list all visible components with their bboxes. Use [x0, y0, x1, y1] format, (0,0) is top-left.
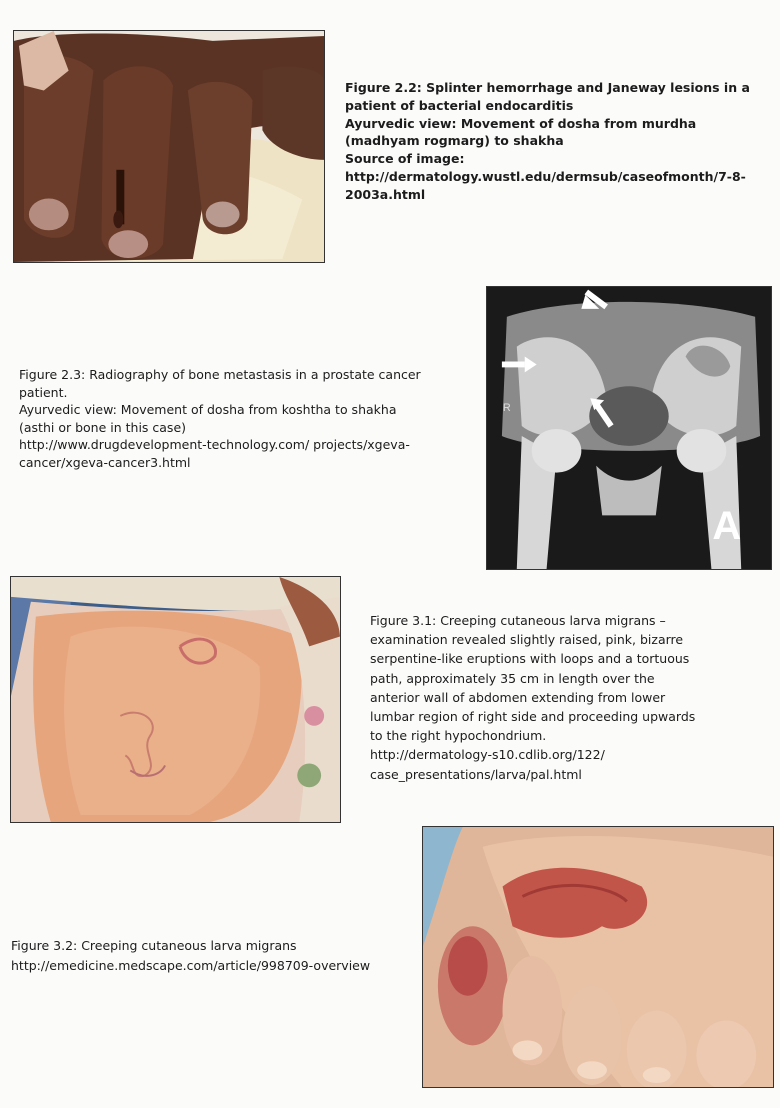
- caption-link[interactable]: http://dermatology.wustl.edu/dermsub/caseofmonth/7-8-: [345, 168, 746, 184]
- caption-figure-2-2: [345, 79, 750, 204]
- caption-line: serpentine-like eruptions with loops and a tortuous: [370, 651, 690, 667]
- caption-figure-3-2: [11, 936, 370, 976]
- caption-line: to the right hypochondrium.: [370, 728, 547, 744]
- xray-panel-letter: A: [712, 504, 742, 549]
- caption-line: patient.: [19, 384, 68, 400]
- caption-line: (madhyam rogmarg) to shakha: [345, 133, 564, 149]
- photo-foot-larva-migrans: [422, 826, 774, 1088]
- caption-line: lumbar region of right side and proceeding upwards: [370, 709, 696, 725]
- caption-line: Source of image:: [345, 151, 465, 167]
- caption-line: Ayurvedic view: Movement of dosha from murdha: [345, 115, 697, 131]
- caption-link[interactable]: http://www.drugdevelopment-technology.com/ projects/xgeva-: [19, 437, 410, 452]
- caption-line: examination revealed slightly raised, pink, bizarre: [370, 632, 684, 648]
- caption-line: path, approximately 35 cm in length over the: [370, 670, 655, 686]
- caption-line: Figure 3.2: Creeping cutaneous larva migrans: [11, 938, 297, 953]
- caption-figure-3-1: [370, 611, 695, 784]
- caption-line: Figure 3.1: Creeping cutaneous larva migrans –: [370, 613, 666, 628]
- caption-line: Ayurvedic view: Movement of dosha from koshtha to shakha: [19, 402, 397, 417]
- caption-line: anterior wall of abdomen extending from lower: [370, 689, 666, 705]
- caption-line: Figure 2.3: Radiography of bone metastasis in a prostate cancer: [19, 367, 421, 382]
- caption-figure-2-3: [19, 366, 421, 471]
- caption-link[interactable]: case_presentations/larva/pal.html: [370, 766, 582, 782]
- caption-line: patient of bacterial endocarditis: [345, 97, 574, 113]
- xray-marker: R: [502, 402, 511, 415]
- xray-pelvis-bone-metastasis: [486, 286, 772, 570]
- caption-link[interactable]: http://emedicine.medscape.com/article/998709-overview: [11, 958, 371, 973]
- caption-link[interactable]: http://dermatology-s10.cdlib.org/122/: [370, 747, 605, 763]
- photo-abdomen-larva-migrans: [10, 576, 341, 823]
- caption-line: Figure 2.2: Splinter hemorrhage and Janeway lesions in a: [345, 80, 750, 95]
- caption-line: (asthi or bone in this case): [19, 419, 187, 435]
- photo-fingers-splinter-hemorrhage: [13, 30, 325, 263]
- caption-link[interactable]: cancer/xgeva-cancer3.html: [19, 454, 191, 470]
- caption-link[interactable]: 2003a.html: [345, 186, 426, 202]
